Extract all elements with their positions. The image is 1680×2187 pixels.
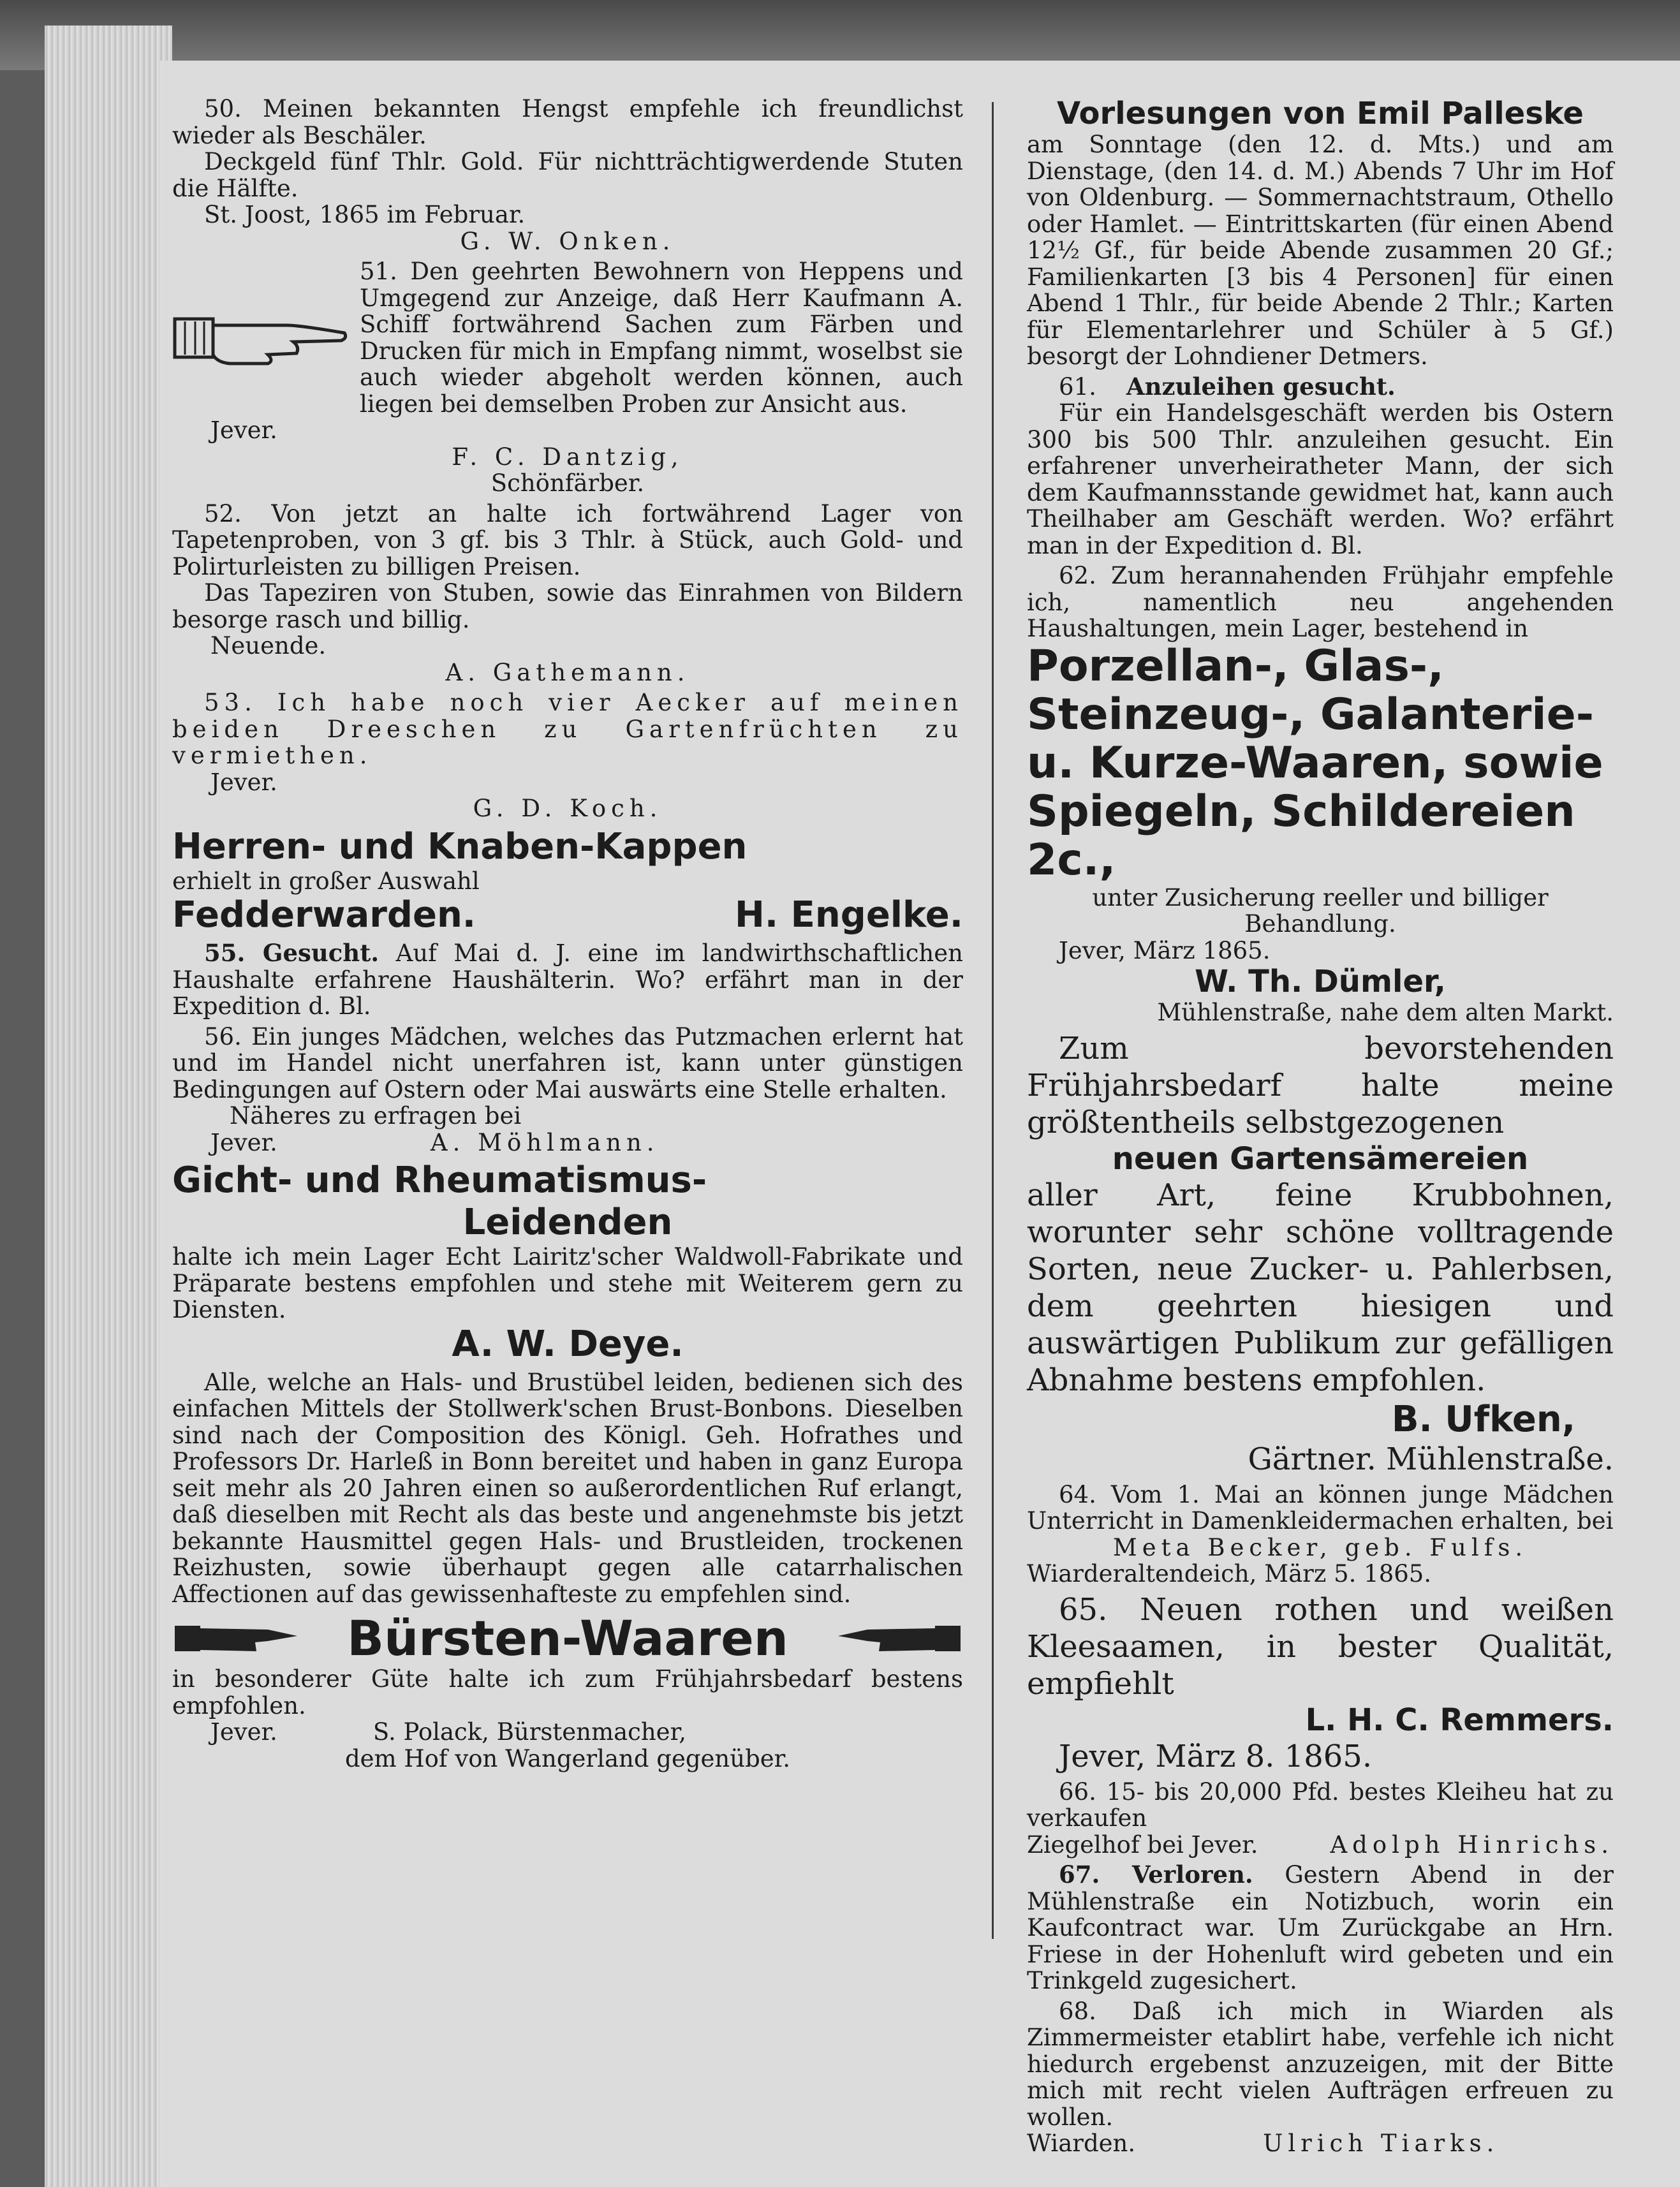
ad-63-signature: B. Ufken, xyxy=(1391,1398,1575,1440)
ad-57-headline-1: Gicht- und Rheumatismus- xyxy=(172,1160,707,1201)
ad-55-text: Auf Mai d. J. eine im landwirthschaftlichen Haushalte erfahrene Haushälterin. Wo? erfährt man in der Expedition d. Bl. xyxy=(172,939,963,1020)
ad-65-text: Neuen rothen und weißen Kleesaamen, in bester Qualität, empfiehlt xyxy=(1027,1591,1614,1702)
ad-54-place: Fedderwarden. xyxy=(172,894,476,936)
ad-59-address: dem Hof von Wangerland gegenüber. xyxy=(344,1744,791,1772)
ad-53-place: Jever. xyxy=(210,768,277,796)
ad-64-place: Wiarderaltendeich, März 5. 1865. xyxy=(1027,1560,1432,1587)
ad-50-line-2: Deckgeld fünf Thlr. Gold. Für nichtträchtigwerdende Stuten die Hälfte. xyxy=(172,148,963,202)
pointing-hand-icon xyxy=(172,300,351,376)
ad-61-headline: Anzuleihen gesucht. xyxy=(1126,372,1396,401)
ad-52-signature: A. Gathemann. xyxy=(445,658,690,686)
ad-68 xyxy=(1027,1998,1614,2157)
ad-51-text: 51. Den geehrten Bewohnern von Heppens und Umgegend zur Anzeige, daß Herr Kaufmann A. Schiff fortwährend Sachen zum Färben und Drucken für mich in Empfang nimmt, woselbst sie auch wieder abgeholt werden können, auch liegen bei demselben Proben zur Ansicht aus. xyxy=(360,258,963,418)
ad-66-signature: Adolph Hinrichs. xyxy=(1330,1830,1614,1859)
ad-57-headline-2: Leidenden xyxy=(462,1202,673,1243)
ad-59-place: Jever. xyxy=(210,1718,277,1746)
ad-56 xyxy=(172,1024,963,1156)
ad-54-headline: Herren- und Knaben-Kappen xyxy=(172,825,748,867)
ad-51-signature: F. C. Dantzig, xyxy=(452,443,684,471)
ad-61 xyxy=(1027,374,1614,559)
ad-61-label: 61. xyxy=(1059,372,1096,401)
ad-62 xyxy=(1027,563,1614,1026)
pointing-hand-right-icon xyxy=(172,1613,300,1664)
ad-61-text: Für ein Handelsgeschäft werden bis Ostern 300 bis 500 Thlr. anzuleihen gesucht. Ein erfahrener unverheiratheter Mann, der sich dem Kaufmannsstande gewidmet hat, kann auch Theilhaber am Geschäft werden. Wo? erfährt man in der Expedition d. Bl. xyxy=(1027,399,1614,559)
column-divider xyxy=(992,102,994,1939)
ad-68-text: 68. Daß ich mich in Wiarden als Zimmermeister etablirt habe, verfehle ich nicht hiedurch ergebenst anzuzeigen, mit der Bitte mich mit recht vielen Aufträgen erfreuen zu wollen. xyxy=(1027,1997,1614,2131)
ad-50-line-3: St. Joost, 1865 im Februar. xyxy=(204,201,526,228)
ad-63-headline: neuen Gartensämereien xyxy=(1112,1140,1529,1177)
left-column xyxy=(172,96,963,1776)
ad-51-role: Schönfärber. xyxy=(490,469,645,497)
ad-58-text: Alle, welche an Hals- und Brustübel leiden, bedienen sich des einfachen Mittels der Stollwerk'schen Brust-Bonbons. Dieselben sind nach der Composition des Königl. Geh. Hofrathes und Professors Dr. Harleß in Bonn bereitet und haben in ganz Europa seit mehr als 20 Jahren einen so außerordentlichen Ruf erlangt, daß dieselben mit Recht als das beste und angenehmste bis jetzt bekannte Hausmittel gegen Hals- und Brustleiden, trockenen Reizhusten, sowie überhaupt gegen alle catarrhalischen Affectionen auf das gewissenhafteste zu empfehlen sind. xyxy=(172,1368,963,1608)
ad-52-line-2: Das Tapeziren von Stuben, sowie das Einrahmen von Bildern besorge rasch und billig. xyxy=(172,579,963,633)
ad-50-signature: G. W. Onken. xyxy=(460,227,675,255)
ad-68-signature: Ulrich Tiarks. xyxy=(1263,2130,1499,2157)
right-column xyxy=(1027,96,1614,2161)
ad-56-text: 56. Ein junges Mädchen, welches das Putzmachen erlernt hat und im Handel nicht unerfahren ist, kann unter günstigen Bedingungen auf Ostern oder Mai auswärts eine Stelle erhalten. xyxy=(172,1022,963,1103)
ad-66-text: 66. 15- bis 20,000 Pfd. bestes Kleiheu hat zu verkaufen xyxy=(1027,1778,1614,1832)
ad-65-label: 65. xyxy=(1059,1591,1108,1628)
ad-68-place: Wiarden. xyxy=(1027,2130,1136,2157)
ad-59-text: in besonderer Güte halte ich zum Frühjahrsbedarf bestens empfohlen. xyxy=(172,1665,963,1719)
scan-background-top xyxy=(0,0,1680,70)
ad-53-signature: G. D. Koch. xyxy=(473,795,663,822)
ad-60-text: am Sonntage (den 12. d. Mts.) und am Dienstage, (den 14. d. M.) Abends 7 Uhr im Hof von Oldenburg. — Sommernachtstraum, Othello oder Hamlet. — Eintrittskarten (für einen Abend 12½ Gf., für beide Abende zusammen 20 Gf.; Familienkarten [3 bis 4 Personen] für einen Abend 1 Thlr., für beide Abende 2 Thlr.; Karten für Elementarlehrer und Schüler à 5 Gf.) besorgt der Lohndiener Detmers. xyxy=(1027,131,1614,370)
ad-66-place: Ziegelhof bei Jever. xyxy=(1027,1830,1258,1859)
ad-64 xyxy=(1027,1482,1614,1587)
ad-52 xyxy=(172,501,963,686)
ad-65-signature: L. H. C. Remmers. xyxy=(1305,1702,1614,1738)
ad-57-text: halte ich mein Lager Echt Lairitz'scher Waldwoll-Fabrikate und Präparate bestens empfohlen und stehe mit Weiterem gern zu Diensten. xyxy=(172,1243,963,1323)
ad-62-address: Mühlenstraße, nahe dem alten Markt. xyxy=(1157,999,1614,1026)
ad-63-role: Gärtner. Mühlenstraße. xyxy=(1248,1441,1614,1477)
ad-67 xyxy=(1027,1862,1614,1994)
ad-64-text: 64. Vom 1. Mai an können junge Mädchen Unterricht in Damenkleidermachen erhalten, bei xyxy=(1027,1480,1614,1535)
ad-56-signature: A. Möhlmann. xyxy=(430,1128,659,1156)
ad-62-signature: W. Th. Dümler, xyxy=(1195,964,1446,999)
ad-60 xyxy=(1027,96,1614,370)
book-page-edges xyxy=(45,26,172,2187)
ad-54-signature: H. Engelke. xyxy=(734,894,963,936)
ad-54 xyxy=(172,826,963,937)
ad-65 xyxy=(1027,1591,1614,1775)
ad-63 xyxy=(1027,1030,1614,1478)
ad-62-place: Jever, März 1865. xyxy=(1059,936,1271,964)
ad-50-line-1: 50. Meinen bekannten Hengst empfehle ich freundlichst wieder als Beschäler. xyxy=(172,95,963,149)
pointing-hand-left-icon xyxy=(836,1613,963,1664)
ad-67-text: Gestern Abend in der Mühlenstraße ein Notizbuch, worin ein Kaufcontract war. Um Zurückgabe an Hrn. Friese in der Hohenluft wird gebeten und ein Trinkgeld zugesichert. xyxy=(1027,1861,1614,1994)
ad-63-line-1: Zum bevorstehenden Frühjahrsbedarf halte meine größtentheils selbstgezogenen xyxy=(1027,1030,1614,1140)
ad-56-more: Näheres zu erfragen bei xyxy=(230,1102,522,1130)
ad-57 xyxy=(172,1160,963,1366)
ad-62-big: Porzellan-, Glas-, Steinzeug-, Galanterie- u. Kurze-Waaren, sowie Spiegeln, Schildereien 2c., xyxy=(1027,640,1603,885)
ad-58 xyxy=(172,1369,963,1608)
ad-66 xyxy=(1027,1779,1614,1859)
ad-52-place: Neuende. xyxy=(210,632,327,659)
ad-53 xyxy=(172,689,963,822)
ad-62-after: unter Zusicherung reeller und billiger Behandlung. xyxy=(1092,883,1549,938)
ad-51-place: Jever. xyxy=(210,416,277,444)
ad-59-headline: Bürsten-Waaren xyxy=(347,1610,788,1667)
ad-53-text: 53. Ich habe noch vier Aecker auf meinen beiden Dreeschen zu Gartenfrüchten zu vermiethen. xyxy=(172,689,963,769)
ad-65-place: Jever, März 8. 1865. xyxy=(1059,1738,1373,1774)
ad-50 xyxy=(172,96,963,254)
ad-60-headline: Vorlesungen von Emil Palleske xyxy=(1057,96,1584,131)
ad-62-text: 62. Zum herannahenden Frühjahr empfehle ich, namentlich neu angehenden Haushaltungen, mein Lager, bestehend in xyxy=(1027,562,1614,642)
ad-59-signature: S. Polack, Bürstenmacher, xyxy=(372,1718,686,1746)
ad-55 xyxy=(172,940,963,1020)
ad-63-text: aller Art, feine Krubbohnen, worunter sehr schöne volltragende Sorten, neue Zucker- u. Pahlerbsen, dem geehrten hiesigen und auswärtigen Publikum zur gefälligen Abnahme bestens empfohlen. xyxy=(1027,1177,1614,1398)
ad-55-label: 55. Gesucht. xyxy=(204,939,379,967)
ad-57-signature: A. W. Deye. xyxy=(452,1323,684,1365)
ad-52-line-1: 52. Von jetzt an halte ich fortwährend Lager von Tapetenproben, von 3 gf. bis 3 Thlr. à Stück, auch Gold- und Polirturleisten zu billigen Preisen. xyxy=(172,499,963,580)
ad-64-signature: Meta Becker, geb. Fulfs. xyxy=(1112,1533,1528,1561)
ad-59 xyxy=(172,1611,963,1772)
ad-56-place: Jever. xyxy=(210,1128,277,1156)
ad-54-subline: erhielt in großer Auswahl xyxy=(172,867,480,895)
ad-67-label: 67. Verloren. xyxy=(1059,1860,1253,1889)
ad-51 xyxy=(172,258,963,497)
